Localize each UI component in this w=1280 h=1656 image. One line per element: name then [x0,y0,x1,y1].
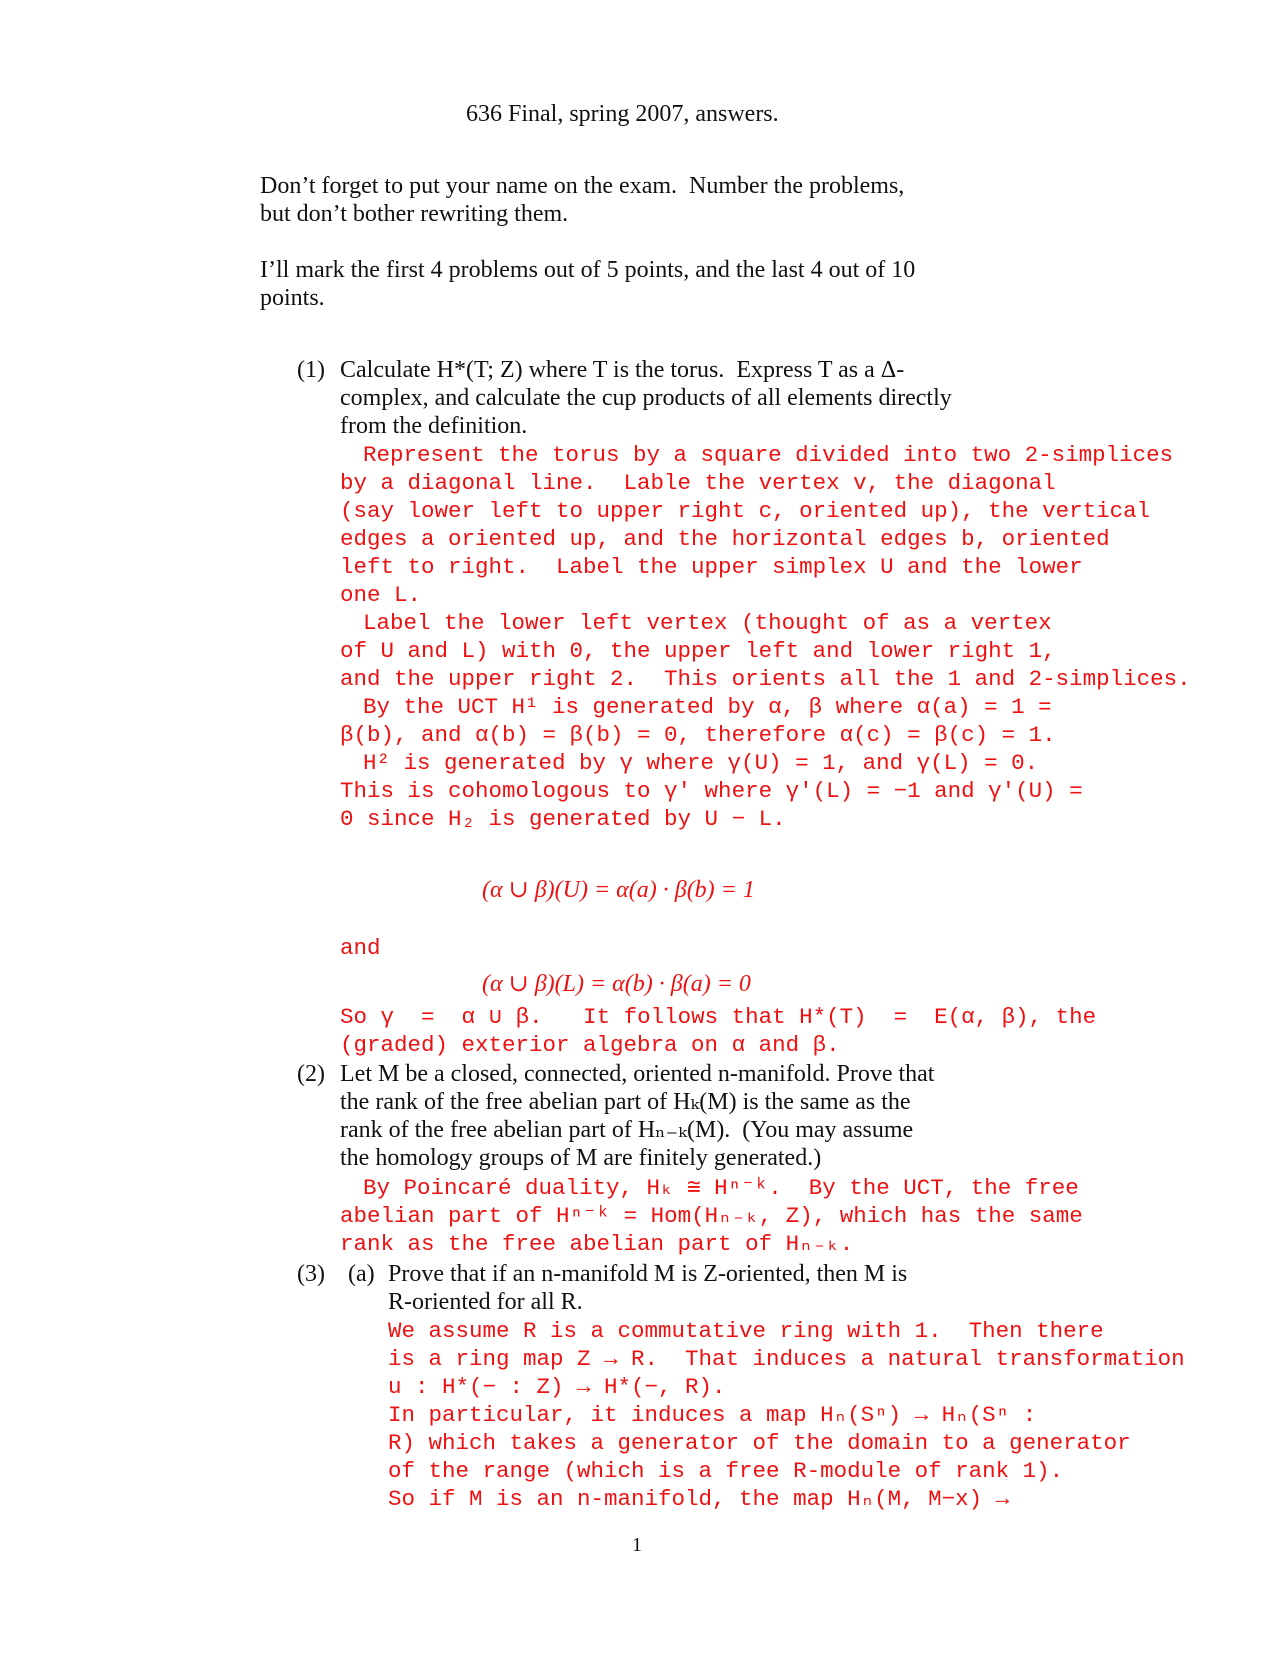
problem-3a-answer: We assume R is a commutative ring with 1. Then there [388,1318,1104,1344]
problem-3a-question: R-oriented for all R. [388,1289,583,1315]
problem-2-question: the homology groups of M are finitely generated.) [340,1145,822,1171]
problem-2-question: Let M be a closed, connected, oriented n-manifold. Prove that [340,1061,935,1087]
problem-3a-label: (a) [348,1261,375,1287]
problem-1-answer: β(b), and α(b) = β(b) = 0, therefore α(c) = β(c) = 1. [340,722,1056,748]
problem-1-question: from the definition. [340,413,528,439]
problem-2-question: the rank of the free abelian part of Hₖ(M) is the same as the [340,1089,911,1115]
problem-1-answer: Label the lower left vertex (thought of as a vertex [363,610,1052,636]
page-title: 636 Final, spring 2007, answers. [466,101,779,127]
problem-3a-answer: In particular, it induces a map Hₙ(Sⁿ) → Hₙ(Sⁿ : [388,1402,1037,1428]
problem-3a-answer: is a ring map Z → R. That induces a natural transformation [388,1346,1185,1372]
problem-1-answer: and the upper right 2. This orients all the 1 and 2-simplices. [340,666,1191,692]
problem-3a-question: Prove that if an n-manifold M is Z-oriented, then M is [388,1261,908,1287]
problem-1-answer: one L. [340,582,422,608]
problem-3a-answer: of the range (which is a free R-module of rank 1). [388,1458,1064,1484]
problem-1-answer: by a diagonal line. Lable the vertex v, the diagonal [340,470,1056,496]
problem-1-answer: edges a oriented up, and the horizontal edges b, oriented [340,526,1110,552]
equation-lower: (α ∪ β)(L) = α(b) · β(a) = 0 [482,971,751,997]
page-number: 1 [632,1534,642,1556]
problem-1-question: Calculate H*(T; Z) where T is the torus. Express T as a Δ- [340,357,905,383]
problem-2-answer: rank as the free abelian part of Hₙ₋ₖ. [340,1231,854,1257]
intro-line-3: I’ll mark the first 4 problems out of 5 points, and the last 4 out of 10 [260,257,916,283]
problem-1-answer: By the UCT H¹ is generated by α, β where α(a) = 1 = [363,694,1052,720]
problem-1-conclusion: So γ = α ∪ β. It follows that H*(T) = E(α, β), the [340,1004,1097,1030]
problem-1-answer: of U and L) with 0, the upper left and lower right 1, [340,638,1056,664]
problem-1-answer: This is cohomologous to γ′ where γ′(L) = −1 and γ′(U) = [340,778,1083,804]
problem-2-question: rank of the free abelian part of Hₙ₋ₖ(M). (You may assume [340,1117,914,1143]
problem-3a-answer: So if M is an n-manifold, the map Hₙ(M, M−x) → [388,1486,1010,1512]
problem-1-answer: H² is generated by γ where γ(U) = 1, and γ(L) = 0. [363,750,1039,776]
problem-3a-answer: R) which takes a generator of the domain to a generator [388,1430,1131,1456]
intro-line-2: but don’t bother rewriting them. [260,201,569,227]
problem-1-answer: (say lower left to upper right c, oriented up), the vertical [340,498,1151,524]
problem-2-answer: By Poincaré duality, Hₖ ≅ Hⁿ⁻ᵏ. By the UCT, the free [363,1175,1079,1201]
problem-2-number: (2) [297,1061,325,1087]
problem-2-answer: abelian part of Hⁿ⁻ᵏ = Hom(Hₙ₋ₖ, Z), which has the same [340,1203,1083,1229]
intro-line-4: points. [260,285,325,311]
problem-1-answer: left to right. Label the upper simplex U and the lower [340,554,1083,580]
problem-3-number: (3) [297,1261,325,1287]
problem-1-and: and [340,935,381,961]
problem-1-conclusion: (graded) exterior algebra on α and β. [340,1032,840,1058]
problem-1-question: complex, and calculate the cup products of all elements directly [340,385,952,411]
problem-1-answer: Represent the torus by a square divided into two 2-simplices [363,442,1174,468]
intro-line-1: Don’t forget to put your name on the exam. Number the problems, [260,173,905,199]
equation-upper: (α ∪ β)(U) = α(a) · β(b) = 1 [482,877,755,903]
problem-1-number: (1) [297,357,325,383]
problem-3a-answer: u : H*(− : Z) → H*(−, R). [388,1374,726,1400]
problem-1-answer: 0 since H₂ is generated by U − L. [340,806,786,832]
